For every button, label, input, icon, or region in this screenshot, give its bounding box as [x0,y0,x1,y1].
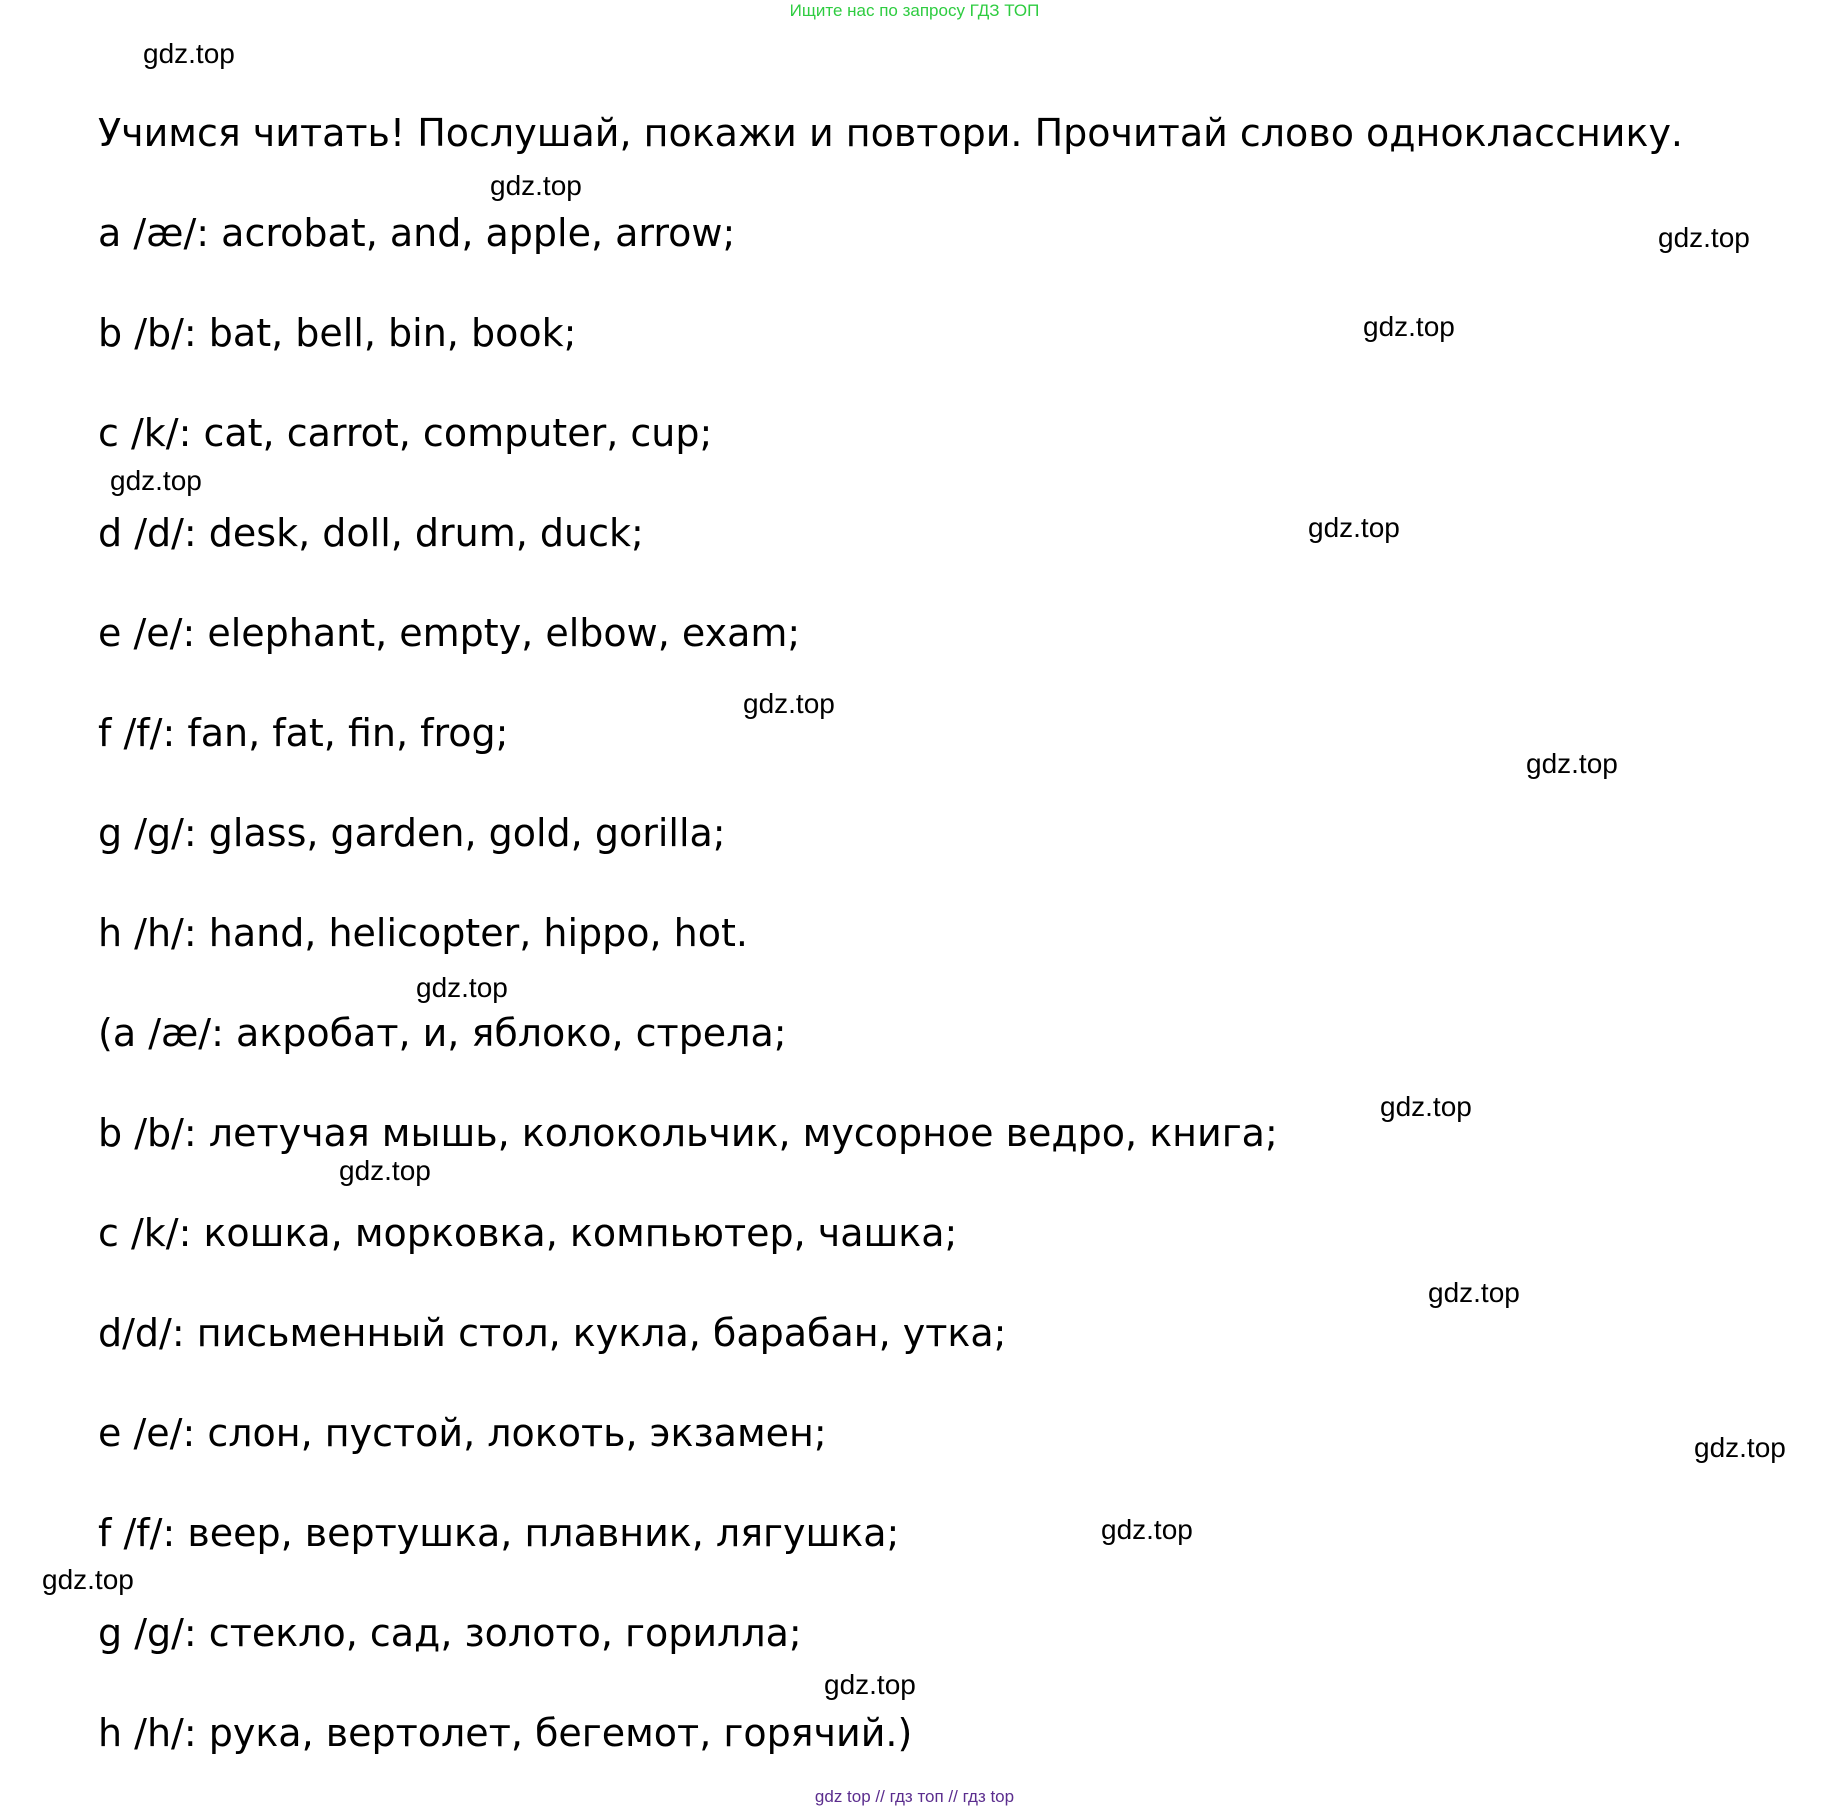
watermark: gdz.top [416,972,508,1003]
line-f-en: f /f/: fan, fat, fin, frog; [98,711,509,755]
line-g-en: g /g/: glass, garden, gold, gorilla; [98,811,726,855]
watermark: gdz.top [1694,1432,1786,1463]
watermark: gdz.top [1101,1514,1193,1545]
page-heading: Учимся читать! Послушай, покажи и повтори. Прочитай слово однокласснику. [98,111,1684,155]
watermark: gdz.top [1308,512,1400,543]
line-g-ru: g /g/: стекло, сад, золото, горилла; [98,1611,802,1655]
watermark: gdz.top [1380,1091,1472,1122]
line-a-en: a /æ/: acrobat, and, apple, arrow; [98,211,736,255]
watermark: gdz.top [1526,748,1618,779]
watermark: gdz.top [143,38,235,69]
watermark: gdz.top [42,1564,134,1595]
line-b-en: b /b/: bat, bell, bin, book; [98,311,577,355]
watermark: gdz.top [110,465,202,496]
line-d-en: d /d/: desk, doll, drum, duck; [98,511,644,555]
top-banner[interactable]: Ищите нас по запросу ГДЗ ТОП [789,1,1040,20]
line-a-ru: (a /æ/: акробат, и, яблоко, стрела; [98,1011,787,1055]
line-c-en: c /k/: cat, carrot, computer, cup; [98,411,713,455]
line-c-ru: c /k/: кошка, морковка, компьютер, чашка; [98,1211,958,1255]
footer-links[interactable]: gdz top // гдз топ // гдз top [814,1787,1015,1806]
line-d-ru: d/d/: письменный стол, кукла, барабан, утка; [98,1311,1007,1355]
line-e-en: e /e/: elephant, empty, elbow, exam; [98,611,801,655]
watermark: gdz.top [1428,1277,1520,1308]
watermark: gdz.top [743,688,835,719]
watermark: gdz.top [1363,311,1455,342]
phonics-list [98,208,1278,1808]
line-h-ru: h /h/: рука, вертолет, бегемот, горячий.) [98,1711,913,1755]
line-b-ru: b /b/: летучая мышь, колокольчик, мусорное ведро, книга; [98,1111,1278,1155]
line-h-en: h /h/: hand, helicopter, hippo, hot. [98,911,748,955]
watermark: gdz.top [824,1669,916,1700]
watermark: gdz.top [1658,222,1750,253]
watermark: gdz.top [339,1155,431,1186]
line-f-ru: f /f/: веер, вертушка, плавник, лягушка; [98,1511,900,1555]
watermark: gdz.top [490,170,582,201]
line-e-ru: e /e/: слон, пустой, локоть, экзамен; [98,1411,827,1455]
